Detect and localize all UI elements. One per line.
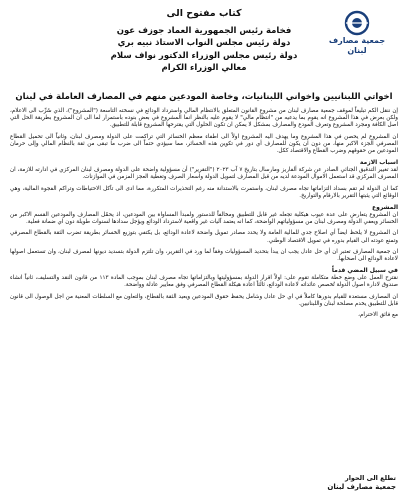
letter-header (10, 6, 398, 73)
addressee-line: معالي الوزراء الكرام (161, 63, 247, 73)
letter-subject: اخواتي اللبنانيين واخواني اللبنانيات، وخاصة المودعين منهم في المصارف العاملة في لبنان (15, 92, 393, 102)
project-paragraph: ان جمعية المصارف تعتبر ان أي حل عادل يجب ان يبدأ بتحديد المسؤوليات وفقاً لما ورد في التقرير، وان تلتزم الدولة بتسديد ديونها لمصرف لبنان، وان تستعمل اصولها لاعادة الودائع الى اصحابها. (10, 248, 398, 263)
intro-paragraph: ان المشروع لم يحصن في هذا المشروع وما يهدف اليه المشروع اولاً الى اطفاء معظم الخسائر التي تراكمت على الدولة ومصرف لبنان، وثانياً الى تحميل القطاع المصرفي الجزء الاكبر منها، من دون ان يكون للمصارف أي دور في تكوين هذه الخسائر، مما سيؤدي حتماً الى ضرب ما تبقى من ثقة بالنظام المالي وإلى حرمان المودعين من حقوقهم وضرب القطاع والاقتصاد ككل. (10, 133, 398, 155)
footer-note: تطلع الى الحوار (344, 474, 396, 482)
project-paragraph: ان المشروع يتعارض على عدة عيوب هيكلية تجعله غير قابل للتطبيق ومخالفاً للدستور ولمبدأ المساواة بين المودعين، اذ يحمّل المصارف والمودعين القسم الاكبر من الخسائر ويعفي الدولة ومصرف لبنان من مسؤولياتهم الواضحة، كما انه يعتمد آليات غير واقعية لاسترداد الودائع ويؤجل سدادها لسنوات طويلة دون اي ضمانة فعلية. (10, 212, 398, 226)
intro-paragraph: إن ننقل الكم تبليغاً لموقف جمعية مصارف لبنان من مشروع القانون المتعلق بالانتظام المالي واسترداد الودائع في نسخته التاسعة ("المشروع")، الذي سُرِّب الى الاعلام، ولكن بعرض في هذا المشروع انه يقوم بما يدعيه من "انتظام مالي" لا يقوم عليه بالنظر انما المشروع في بعض بنوده باستمرار لما الى ان المشروع بطريقة الحل التي اصل الكافة ومجرد المشروع وتعرف المودع والمصارف بمشكل لا يمكن ان تكون الحلول التي يقترحها المشروع قابلة للتطبيق. (10, 108, 398, 129)
way-forward-paragraph: ان المصارف مستعدة للقيام بدورها كاملاً في اي حل عادل وشامل يحفظ حقوق المودعين ويعيد الثقة بالقطاع، والتعاون مع السلطات المعنية من اجل الوصول الى قانون قابل للتطبيق يخدم مصلحة لبنان واللبنانيين. (10, 293, 398, 307)
logo-text: جمعية مصارف لبنان (328, 36, 386, 55)
addressee-line: فخامة رئيس الجمهورية العماد جوزف عون (116, 25, 292, 36)
letter-footer (327, 474, 396, 492)
addressee-line: دولة رئيس مجلس الوزراء الدكتور نواف سلام (110, 50, 298, 61)
section-heading-project: المشروع (372, 204, 398, 212)
addressee-block (10, 8, 398, 75)
project-paragraph: ان المشروع لا يلحظ ايضاً أي اصلاح جدي للمالية العامة ولا يحدد مصادر تمويل واضحة لاعادة الودائع، بل يكتفي بتوزيع الخسائر بطريقة تضرب الثقة بالقطاع المصرفي وتمنع عودته الى القيام بدوره في تمويل الاقتصاد الوطني. (10, 230, 398, 244)
footer-signature: جمعية مصارف لبنان (327, 483, 396, 491)
section-heading-causes: اسباب الازمة (359, 159, 398, 167)
closing-line: مع فائق الاحترام، (358, 312, 398, 319)
way-forward-paragraph: نقترح العمل على وضع خطة متكاملة تقوم على: اولاً اقرار الدولة بمسؤوليتها وبالتزاماتها تجاه مصرف لبنان بموجب المادة ١١٣ من قانون النقد والتسليف، ثانياً انشاء صندوق لادارة اصول الدولة تُخصص عائداته لاعادة الودائع، ثالثاً اعادة هيكلة القطاع المصرفي وفق معايير عادلة وواضحة. (10, 275, 398, 289)
causes-paragraph: لقد تغيير التدقيق الجنائي الصادر عن شركة ألفاريز ومارسال بتاريخ ٧ آب ٢٠٢٣ ("التقرير") أن مسؤولية واضحة على الدولة ومصرف لبنان المركزي في ادارته للازمة، ان المصرف المركزي قد استعمل الاموال المودعة لديه من قبل المصارف لتمويل الدولة واسعار الصرف وتغطية العجز المزمن في الموازنات. (10, 167, 398, 181)
addressee-line: دولة رئيس مجلس النواب الاستاذ نبيه بري (117, 38, 291, 48)
section-heading-way-forward: في سبيل المضي قدماً (331, 267, 398, 275)
letter-title: كتاب مفتوح الى (166, 8, 242, 19)
causes-paragraph: كما ان الدولة لم تقم بسداد التزاماتها تجاه مصرف لبنان، واستمرت بالاستدانة منه رغم التحذيرات المتكررة، مما ادى الى تآكل الاحتياطات وتراكم الفجوة المالية، وهي الوقائع التي يثبتها التقرير بالارقام والتواريخ. (10, 185, 398, 199)
